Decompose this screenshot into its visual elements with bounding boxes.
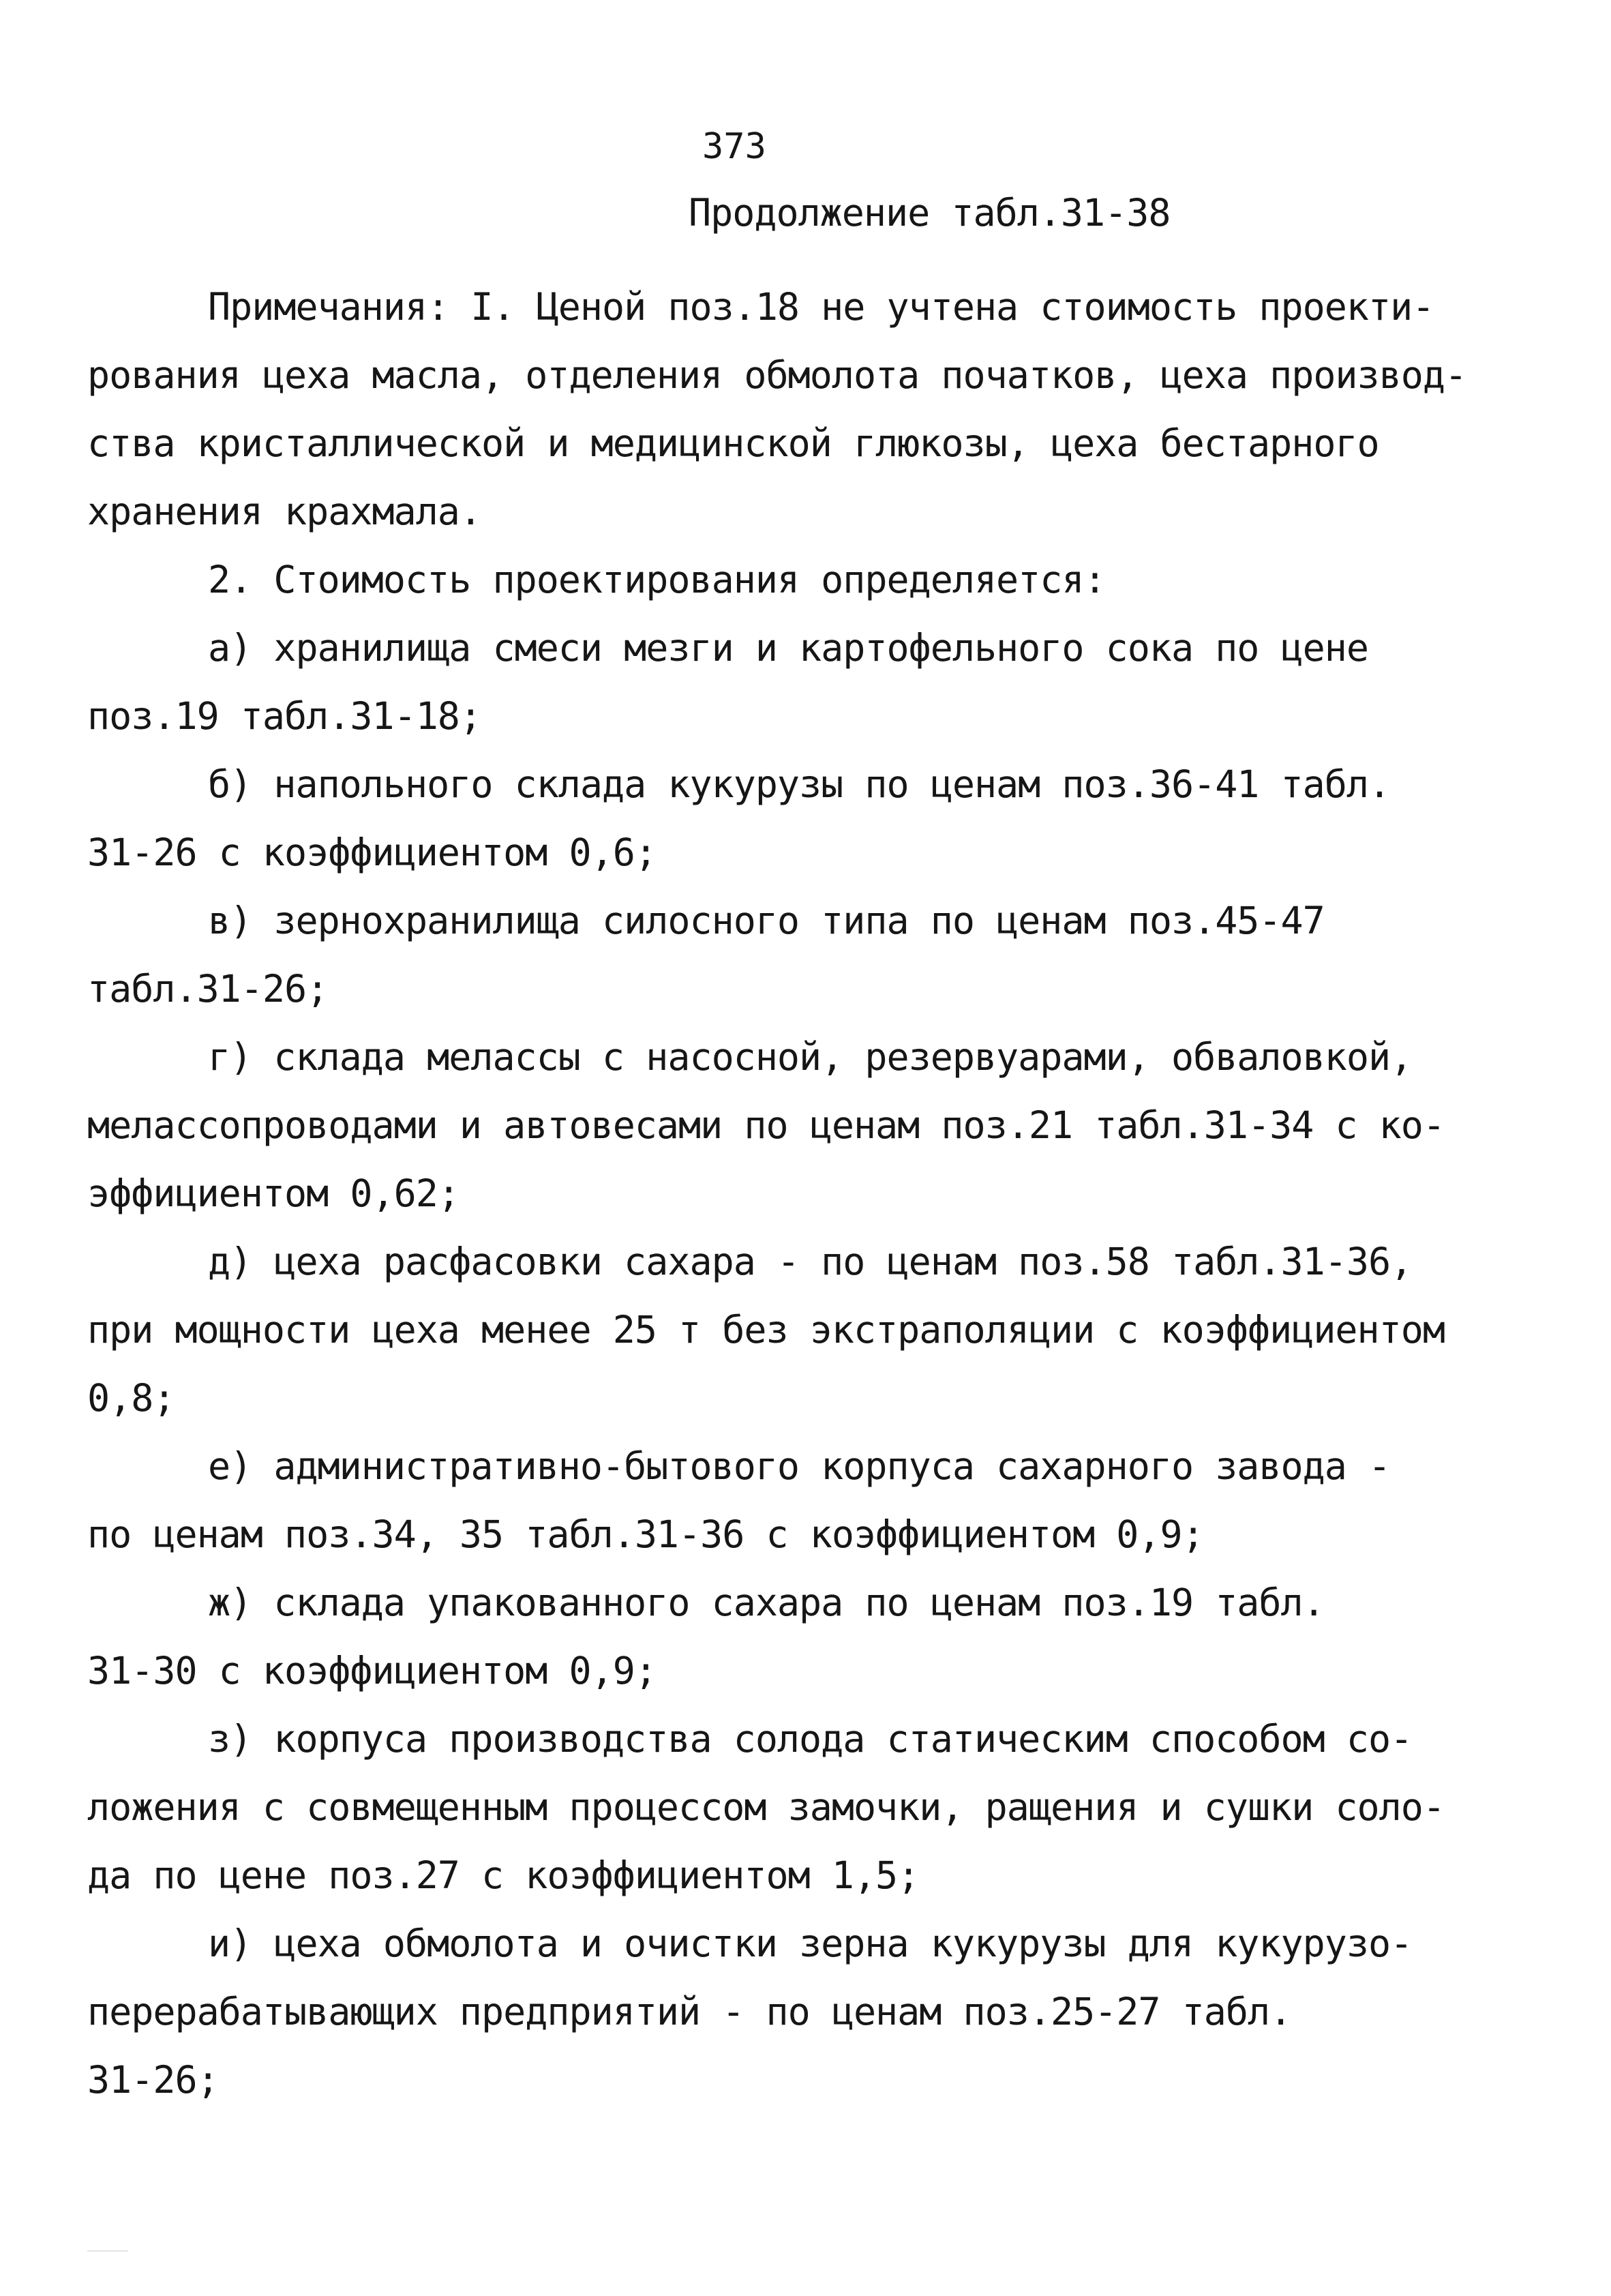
- text-line: мелассопроводами и автовесами по ценам поз.21 табл.31-34 с ко-: [87, 1103, 1445, 1147]
- text-line: рования цеха масла, отделения обмолота початков, цеха производ-: [87, 353, 1467, 397]
- text-line: Примечания: I. Ценой поз.18 не учтена стоимость проекти-: [208, 285, 1434, 329]
- continuation-header: Продолжение табл.31-38: [689, 191, 1171, 235]
- text-line: эффициентом 0,62;: [87, 1172, 460, 1215]
- text-line: перерабатывающих предприятий - по ценам поз.25-27 табл.: [87, 1990, 1292, 2033]
- text-line: з) корпуса производства солода статическим способом со-: [208, 1717, 1413, 1761]
- scan-artifact: [87, 2250, 128, 2252]
- text-line: и) цеха обмолота и очистки зерна кукурузы для кукурузо-: [208, 1922, 1413, 1965]
- text-line: 2. Стоимость проектирования определяется:: [208, 558, 1106, 601]
- text-line: хранения крахмала.: [87, 490, 482, 533]
- text-line: а) хранилища смеси мезги и картофельного сока по цене: [208, 626, 1368, 670]
- text-line: по ценам поз.34, 35 табл.31-36 с коэффициентом 0,9;: [87, 1512, 1204, 1556]
- text-line: 31-26 с коэффициентом 0,6;: [87, 831, 657, 874]
- text-line: ложения с совмещенным процессом замочки, ращения и сушки соло-: [87, 1785, 1445, 1829]
- text-line: табл.31-26;: [87, 967, 329, 1011]
- text-line: б) напольного склада кукурузы по ценам поз.36-41 табл.: [208, 762, 1391, 806]
- text-line: 31-30 с коэффициентом 0,9;: [87, 1649, 657, 1693]
- text-line: 0,8;: [87, 1376, 175, 1420]
- text-line: е) административно-бытового корпуса сахарного завода -: [208, 1444, 1391, 1488]
- text-line: поз.19 табл.31-18;: [87, 694, 482, 738]
- text-line: д) цеха расфасовки сахара - по ценам поз.58 табл.31-36,: [208, 1240, 1413, 1283]
- text-line: ства кристаллической и медицинской глюкозы, цеха бестарного: [87, 421, 1379, 465]
- text-line: да по цене поз.27 с коэффициентом 1,5;: [87, 1853, 920, 1897]
- text-line: 31-26;: [87, 2058, 219, 2102]
- text-line: при мощности цеха менее 25 т без экстраполяции с коэффициентом: [87, 1308, 1445, 1352]
- text-line: в) зернохранилища силосного типа по ценам поз.45-47: [208, 899, 1325, 942]
- text-line: ж) склада упакованного сахара по ценам поз.19 табл.: [208, 1581, 1325, 1624]
- page-number: 373: [702, 126, 766, 167]
- text-line: г) склада мелассы с насосной, резервуарами, обваловкой,: [208, 1035, 1413, 1079]
